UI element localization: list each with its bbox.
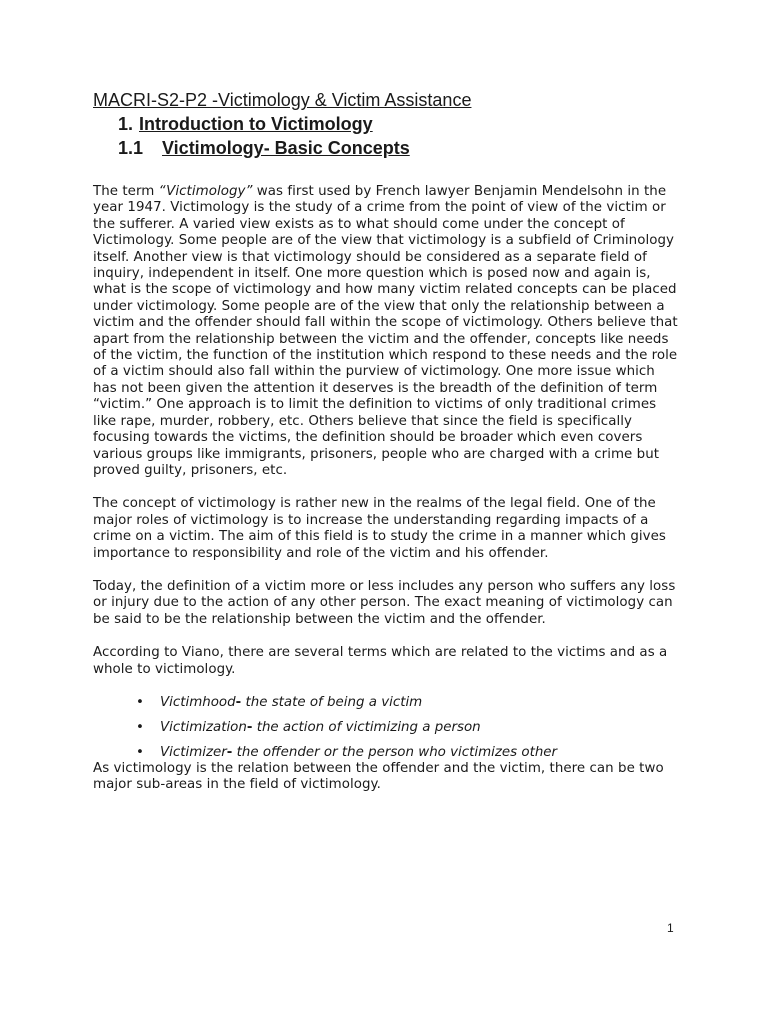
term-label: Victimization	[160, 719, 247, 735]
document-title: MACRI-S2-P2 -Victimology & Victim Assistance	[93, 90, 472, 110]
document-page	[93, 88, 678, 794]
paragraph-definition: Today, the definition of a victim more or less includes any person who suffers any loss or injury due to the action of any other person. The exact meaning of victimology can be said to be the relationship between the victim and the offender.	[93, 578, 676, 627]
list-item	[93, 720, 678, 736]
subsection-number: 1.1	[118, 138, 144, 158]
term-label: Victimhood	[160, 694, 236, 710]
page-number: 1	[667, 921, 674, 935]
term-definition: the state of being a victim	[241, 694, 423, 710]
term-dash: -	[246, 719, 253, 735]
section-heading	[93, 112, 678, 136]
section-number: 1.	[118, 114, 134, 134]
paragraph-intro-body: was first used by French lawyer Benjamin Mendelsohn in the year 1947. Victimology is the study of a crime from the point of view of the victim or the sufferer. A varied view exists as to what should come under the concept of Victimology. Some people are of the view that victimology is a subfield of Criminology itself. Another view is that victimology should be considered as a separate field of inquiry, independent in itself. One more question which is posed now and again is, what is the scope of victimology and how many victim related concepts can be placed under victimology. Some people are of the view that only the relationship between a victim and the offender should fall within the scope of victimology. Others believe that apart from the relationship between the victim and the offender, concepts like needs of the victim, the function of the institution which respond to these needs and the role of a victim should also fall within the purview of victimology. One more issue which has not been given the attention it deserves is the breadth of the definition of term “victim.” One approach is to limit the definition to victims of only traditional crimes like rape, murder, robbery, etc. Others believe that since the field is specifically focusing towards the victims, the definition should be broader which even covers various groups like immigrants, prisoners, people who are charged with a crime but proved guilty, prisoners, etc.	[93, 184, 678, 478]
subsection-heading	[93, 136, 678, 160]
paragraph-viano: According to Viano, there are several terms which are related to the victims and as a whole to victimology.	[93, 645, 668, 677]
subsection-title: Victimology- Basic Concepts	[162, 138, 410, 158]
term-dash: -	[235, 694, 242, 710]
terms-list	[93, 695, 678, 761]
term-victimology: “Victimology”	[158, 184, 253, 199]
list-item	[93, 745, 678, 761]
term-label: Victimizer	[160, 744, 227, 760]
bullet-icon: •	[136, 719, 144, 735]
list-item	[93, 695, 678, 711]
paragraph-subareas: As victimology is the relation between the offender and the victim, there can be two major sub-areas in the field of victimology.	[93, 760, 664, 793]
bullet-icon: •	[136, 744, 144, 760]
term-definition: the offender or the person who victimizes other	[232, 744, 558, 760]
paragraph-intro-lead: The term	[93, 184, 159, 199]
paragraph-intro	[93, 184, 678, 479]
paragraph-concept: The concept of victimology is rather new in the realms of the legal field. One of the major roles of victimology is to increase the understanding regarding impacts of a crime on a victim. The aim of this field is to study the crime in a manner which gives importance to responsibility and role of the victim and his offender.	[93, 496, 666, 561]
section-title: Introduction to Victimology	[139, 114, 373, 134]
term-dash: -	[226, 744, 233, 760]
term-definition: the action of victimizing a person	[252, 719, 481, 735]
bullet-icon: •	[136, 694, 144, 710]
